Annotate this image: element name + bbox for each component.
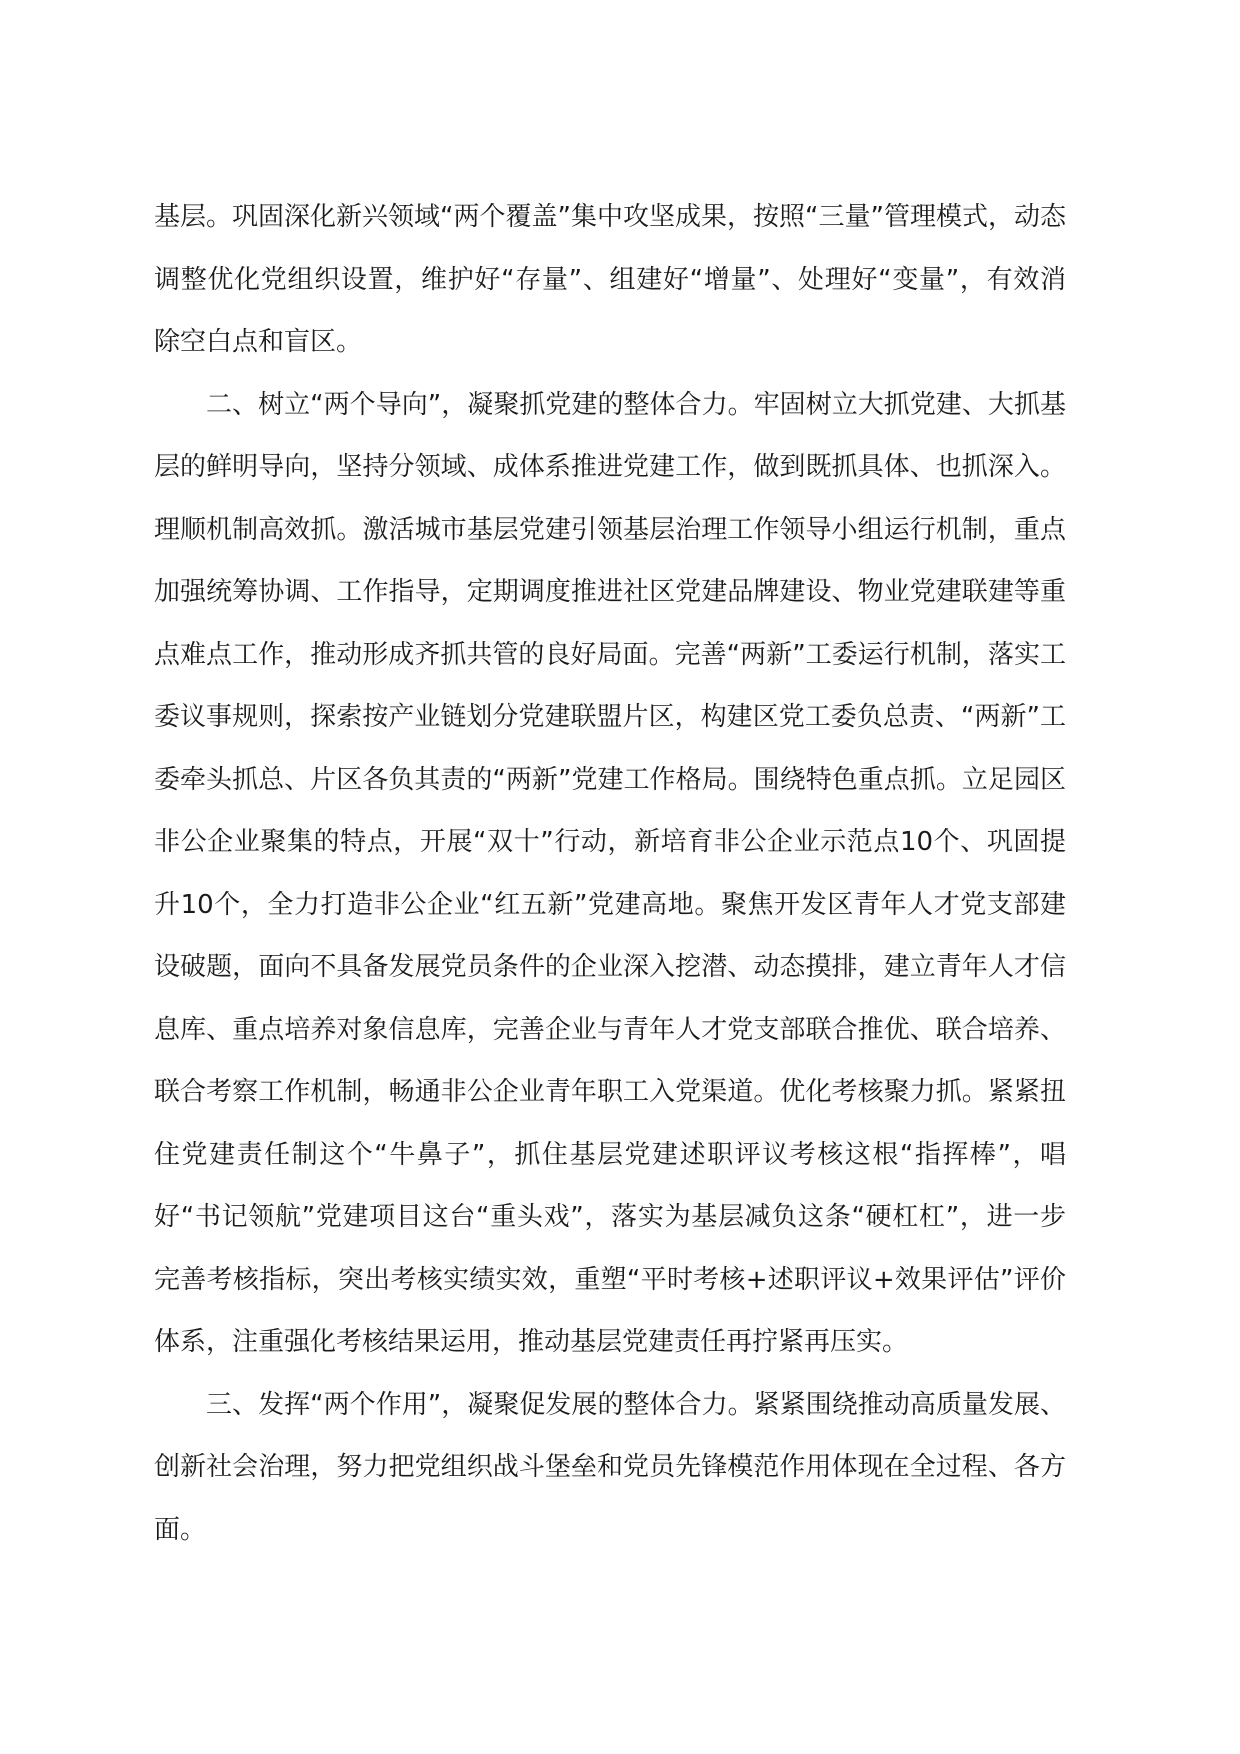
paragraph-section-two: 二、树立“两个导向”，凝聚抓党建的整体合力。牢固树立大抓党建、大抓基层的鲜明导向，坚持分领域、成体系推进党建工作，做到既抓具体、也抓深入。理顺机制高效抓。激活城市基层党建引领基层治理工作领导小组运行机制，重点加强统筹协调、工作指导，定期调度推进社区党建品牌建设、物业党建联建等重点难点工作，推动形成齐抓共管的良好局面。完善“两新”工委运行机制，落实工委议事规则，探索按产业链划分党建联盟片区，构建区党工委负总责、“两新”工委牵头抓总、片区各负其责的“两新”党建工作格局。围绕特色重点抓。立足园区非公企业聚集的特点，开展“双十”行动，新培育非公企业示范点10个、巩固提升10个，全力打造非公企业“红五新”党建高地。聚焦开发区青年人才党支部建设破题，面向不具备发展党员条件的企业深入挖潜、动态摸排，建立青年人才信息库、重点培养对象信息库，完善企业与青年人才党支部联合推优、联合培养、联合考察工作机制，畅通非公企业青年职工入党渠道。优化考核聚力抓。紧紧扭住党建责任制这个“牛鼻子”，抓住基层党建述职评议考核这根“指挥棒”，唱好“书记领航”党建项目这台“重头戏”，落实为基层减负这条“硬杠杠”，进一步完善考核指标，突出考核实绩实效，重塑“平时考核+述职评议+效果评估”评价体系，注重强化考核结果运用，推动基层党建责任再拧紧再压实。 (154, 389, 1066, 1357)
paragraph-section-three: 三、发挥“两个作用”，凝聚促发展的整体合力。紧紧围绕推动高质量发展、创新社会治理，努力把党组织战斗堡垒和党员先锋模范作用体现在全过程、各方面。 (154, 1389, 1066, 1545)
body-text (154, 186, 1066, 1561)
paragraph-continuation: 基层。巩固深化新兴领域“两个覆盖”集中攻坚成果，按照“三量”管理模式，动态调整优化党组织设置，维护好“存量”、组建好“增量”、处理好“变量”，有效消除空白点和盲区。 (154, 202, 1066, 357)
